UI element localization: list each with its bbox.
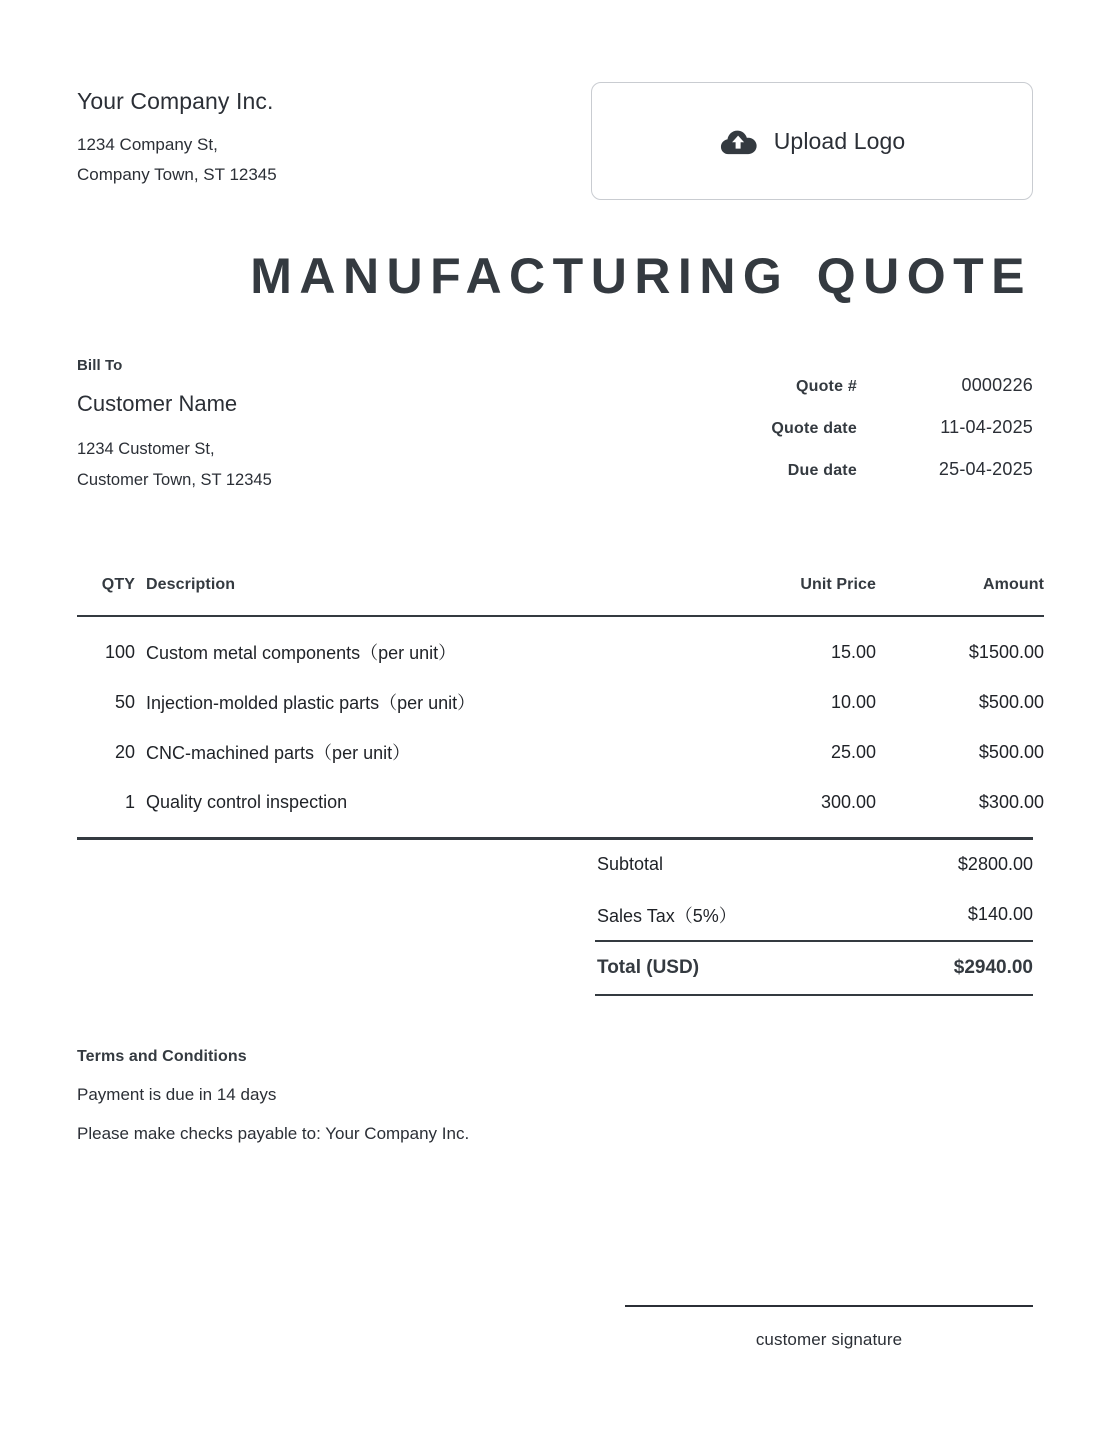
item-unit-price: 300.00 (820, 791, 876, 812)
bill-to-block (77, 357, 272, 496)
item-amount: $1500.00 (968, 641, 1044, 662)
sales-tax-value: $140.00 (967, 904, 1033, 925)
table-row (77, 677, 1044, 727)
item-unit-price: 25.00 (830, 741, 876, 762)
terms-line-2: Please make checks payable to: Your Company Inc. (77, 1123, 470, 1143)
document-header (77, 0, 1033, 200)
quote-number-value: 0000226 (961, 375, 1033, 395)
due-date-value: 25-04-2025 (938, 459, 1033, 479)
item-unit-price: 15.00 (830, 641, 876, 662)
subtotal-label: Subtotal (597, 854, 664, 875)
item-description: Injection-molded plastic parts（per unit） (146, 693, 476, 713)
cloud-upload-icon (719, 126, 757, 156)
item-qty: 20 (114, 741, 135, 762)
totals-row-sales-tax (595, 890, 1033, 941)
terms-and-conditions (77, 1048, 1033, 1142)
item-amount: $300.00 (978, 791, 1044, 812)
grand-total-label: Total (USD) (597, 956, 700, 978)
terms-line-1: Payment is due in 14 days (77, 1084, 277, 1104)
line-items-table (77, 576, 1044, 827)
company-address-line-1: 1234 Company St, (77, 134, 218, 154)
item-unit-price: 10.00 (830, 691, 876, 712)
company-info (77, 82, 277, 190)
upload-logo-button[interactable] (591, 82, 1033, 200)
item-qty: 100 (104, 641, 135, 662)
document-title: MANUFACTURING QUOTE (250, 248, 1032, 304)
item-description: Custom metal components（per unit） (146, 643, 457, 663)
terms-title: Terms and Conditions (77, 1047, 247, 1065)
subtotal-value: $2800.00 (957, 854, 1033, 875)
meta-row-quote-date (771, 417, 1033, 459)
customer-address-line-1: 1234 Customer St, (77, 440, 215, 459)
customer-name: Customer Name (77, 391, 238, 416)
quote-meta-table (771, 375, 1033, 501)
item-qty: 1 (124, 791, 135, 812)
grand-total-value: $2940.00 (953, 956, 1033, 978)
quote-number-label: Quote # (795, 378, 857, 395)
item-description: Quality control inspection (146, 791, 348, 812)
signature-line (625, 1305, 1033, 1307)
sales-tax-label: Sales Tax（5%） (597, 905, 737, 926)
company-name: Your Company Inc. (77, 88, 274, 114)
meta-row-quote-number (771, 375, 1033, 417)
totals-section (77, 840, 1033, 996)
totals-row-subtotal (595, 840, 1033, 890)
customer-signature-area (625, 1305, 1033, 1350)
bill-to-label: Bill To (77, 357, 123, 374)
upload-logo-label: Upload Logo (773, 127, 906, 154)
table-row (77, 616, 1044, 677)
column-header-amount: Amount (982, 576, 1044, 593)
column-header-qty: QTY (101, 576, 135, 593)
customer-address-line-2: Customer Town, ST 12345 (77, 471, 272, 490)
item-qty: 50 (114, 691, 135, 712)
line-items-header-row (77, 576, 1044, 616)
due-date-label: Due date (787, 462, 857, 479)
column-header-unit-price: Unit Price (800, 576, 876, 593)
quote-date-label: Quote date (771, 420, 857, 437)
item-amount: $500.00 (978, 691, 1044, 712)
quote-date-value: 11-04-2025 (940, 417, 1033, 437)
item-amount: $500.00 (978, 741, 1044, 762)
totals-table (595, 840, 1033, 996)
totals-row-grand-total (595, 941, 1033, 995)
table-row (77, 777, 1044, 827)
bill-to-and-meta (77, 357, 1033, 501)
column-header-description: Description (146, 576, 236, 593)
company-address-line-2: Company Town, ST 12345 (77, 164, 277, 184)
signature-label: customer signature (755, 1330, 903, 1350)
table-row (77, 727, 1044, 777)
meta-row-due-date (771, 459, 1033, 501)
item-description: CNC-machined parts（per unit） (146, 743, 411, 763)
